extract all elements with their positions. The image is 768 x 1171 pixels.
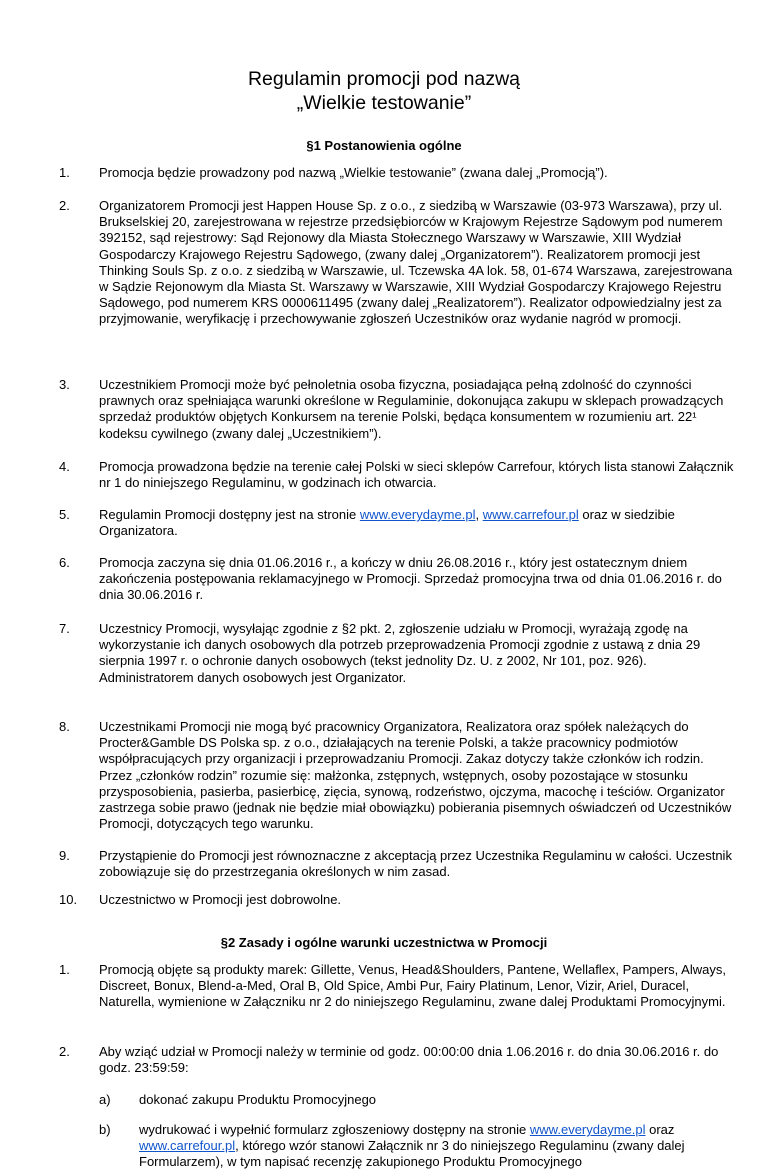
item-text: Organizatorem Promocji jest Happen House Sp. z o.o., z siedzibą w Warszawie (03-973 Warszawa), przy ul. Brukselskiej 20, zarejestrowana w rejestrze przedsiębiorców w Krajowym Rejestrze Sądowym pod numerem 392152, sąd rejestrowy: Sąd Rejonowy dla Miasta Stołecznego Warszawy w Warszawie, XIII Wydział Gospodarczy Krajowego Rejestru Sądowego, (zwany dalej „Organizatorem”). Realizatorem promocji jest Thinking Souls Sp. z o.o. z siedzibą w Warszawie, ul. Tczewska 4A lok. 58, 01-674 Warszawa, zarejestrowana w Sądzie Rejonowym dla Miasta St. Warszawy w Warszawie, XIII Wydział Gospodarczy Krajowego Rejestru Sądowego, pod numerem KRS 0000611495 (zwany dalej „Realizatorem”). Realizator odpowiedzialny jest za przyjmowanie, weryfikację i przechowywanie zgłoszeń Uczestników oraz wydanie nagród w promocji. [99,198,733,327]
document-title [0,67,768,115]
subitem-letter: b) [99,1122,111,1137]
item-text: Uczestnikami Promocji nie mogą być pracownicy Organizatora, Realizatora oraz spółek należących do Procter&Gamble DS Polska sp. z o.o., działających na terenie Polski, a także pracownicy podmiotów współpracujących przy organizacji i przeprowadzaniu Promocji. Zakaz dotyczy także członków ich rodzin. Przez „członków rodzin” rozumie się: małżonka, zstępnych, wstępnych, osoby pozostające w stosunku przysposobienia, pasierba, pasierbicę, zięcia, synową, rodzeństwo, ojczyma, macochę i teściów. Organizator zastrzega sobie prawo (jednak nie będzie miał obowiązku) pobierania pisemnych oświadczeń od Uczestników Promocji, dotyczących tego warunku. [99,719,732,832]
subitem-letter: a) [99,1092,111,1107]
title-line-2: „Wielkie testowanie” [296,92,472,114]
item-number: 1. [59,165,70,180]
section-1-heading: §1 Postanowienia ogólne [306,138,462,153]
item-number: 5. [59,507,70,522]
section-2-heading: §2 Zasady i ogólne warunki uczestnictwa w Promocji [220,935,548,950]
subitem-text: dokonać zakupu Produktu Promocyjnego [139,1092,377,1107]
text-after: oraz w siedzibie Organizatora. [99,507,675,539]
item-text: Uczestnicy Promocji, wysyłając zgodnie z §2 pkt. 2, zgłoszenie udziału w Promocji, wyrażają zgodę na wykorzystanie ich danych osobowych dla potrzeb przeprowadzenia Promocji zgodnie z ustawą z dnia 29 sierpnia 1997 r. o ochronie danych osobowych (tekst jednolity Dz. U. z 2002, Nr 101, poz. 926). Administratorem danych osobowych jest Organizator. [99,621,701,685]
item-number: 10. [59,892,78,907]
item-number: 2. [59,198,70,213]
carrefour-link[interactable]: www.carrefour.pl [482,507,579,522]
item-number: 2. [59,1044,70,1059]
everydayme-link[interactable]: www.everydayme.pl [529,1122,646,1137]
item-text: Promocja prowadzona będzie na terenie całej Polski w sieci sklepów Carrefour, których lista stanowi Załącznik nr 1 do niniejszego Regulaminu, w godzinach ich otwarcia. [99,459,734,491]
item-text: Promocja będzie prowadzony pod nazwą „Wielkie testowanie” (zwana dalej „Promocją”). [99,165,608,180]
item-number: 9. [59,848,70,863]
item-number: 3. [59,377,70,392]
text-before: Regulamin Promocji dostępny jest na stronie [99,507,360,522]
subitem-text [139,1122,721,1171]
carrefour-link[interactable]: www.carrefour.pl [139,1138,236,1154]
text-after: , którego wzór stanowi Załącznik nr 3 do niniejszego Regulaminu (zwany dalej Formularzem), w tym napisać recenzję zakupionego Produktu Promocyjnego [139,1138,685,1170]
item-number: 7. [59,621,70,636]
item-text: Uczestnikiem Promocji może być pełnoletnia osoba fizyczna, posiadająca pełną zdolność do czynności prawnych oraz spełniająca warunki określone w Regulaminie, dokonująca zakupu w sklepach prowadzących sprzedaż produktów objętych Konkursem na terenie Polski, będąca konsumentem w rozumieniu art. 22¹ kodeksu cywilnego (zwany dalej „Uczestnikiem”). [99,377,724,441]
item-text: Promocja zaczyna się dnia 01.06.2016 r., a kończy w dniu 26.08.2016 r., który jest ostatecznym dniem zakończenia postępowania reklamacyjnego w Promocji. Sprzedaż promocyjna trwa od dnia 01.06.2016 r. do dnia 30.06.2016 r. [99,555,722,603]
separator: oraz [645,1122,675,1137]
separator: , [475,507,483,522]
item-text: Aby wziąć udział w Promocji należy w terminie od godz. 00:00:00 dnia 1.06.2016 r. do dnia 30.06.2016 r. do godz. 23:59:59: [99,1044,719,1076]
item-text: Promocją objęte są produkty marek: Gillette, Venus, Head&Shoulders, Pantene, Wellaflex, Pampers, Always, Discreet, Bonux, Blend-a-Med, Oral B, Old Spice, Ambi Pur, Fairy Platinum, Lenor, Vizir, Ariel, Duracel, Naturella, wymienione w Załączniku nr 2 do niniejszego Regulaminu, zwane dalej Produktami Promocyjnymi. [99,962,726,1010]
text-before: wydrukować i wypełnić formularz zgłoszeniowy dostępny na stronie [139,1122,530,1137]
everydayme-link[interactable]: www.everydayme.pl [359,507,476,522]
item-text: Przystąpienie do Promocji jest równoznaczne z akceptacją przez Uczestnika Regulaminu w całości. Uczestnik zobowiązuje się do przestrzegania określonych w nim zasad. [99,848,732,880]
item-number: 4. [59,459,70,474]
item-text: Uczestnictwo w Promocji jest dobrowolne. [99,892,342,907]
item-number: 1. [59,962,70,977]
item-number: 8. [59,719,70,734]
item-number: 6. [59,555,70,570]
title-line-1: Regulamin promocji pod nazwą [247,68,521,90]
item-text [99,507,739,539]
